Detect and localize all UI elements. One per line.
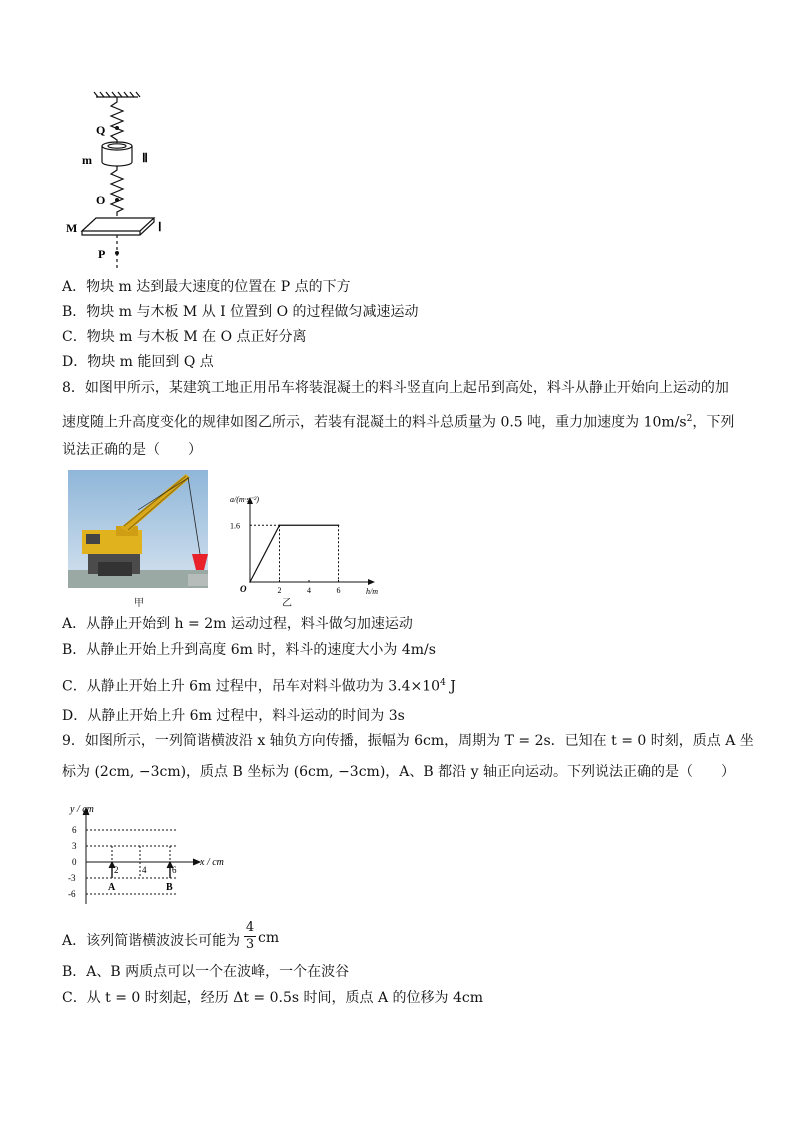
q8-stem-line-1: 8．如图甲所示，某建筑工地正用吊车将装混凝土的料斗竖直向上起吊到高处，料斗从静止开始向上运动的加 (62, 380, 729, 396)
data-point-0 (249, 581, 251, 583)
q7-option-b: B．物块 m 与木板 M 从 Ⅰ 位置到 O 的过程做匀减速运动 (62, 304, 419, 320)
q9-option-c: C．从 t = 0 时刻起，经历 Δt = 0.5s 时间，质点 A 的位移为 4cm (62, 990, 483, 1006)
data-point-2 (338, 524, 340, 526)
point-o (115, 198, 119, 202)
wave-label-b: B (166, 882, 173, 893)
wave-figure (60, 798, 230, 910)
data-point-1 (279, 524, 281, 526)
caption-jia: 甲 (134, 598, 144, 609)
wave-xtick-6: 6 (172, 865, 177, 875)
chart-xtick-0: 2 (277, 586, 282, 595)
q9-stem-line-1: 9．如图所示，一列简谐横波沿 x 轴负方向传播，振幅为 6cm，周期为 T = 2s．已知在 t = 0 时刻，质点 A 坐 (62, 733, 754, 749)
acceleration-height-chart (228, 490, 378, 608)
label-ii: Ⅱ (142, 151, 148, 165)
wave-xtick-2: 2 (114, 865, 119, 875)
wave-ytick-neg3: -3 (68, 873, 76, 883)
chart-xtick-1: 4 (307, 586, 311, 595)
chart-ylabel: a/(m·s⁻²) (230, 495, 260, 504)
label-q: Q (96, 123, 106, 137)
q7-option-a: A．物块 m 达到最大速度的位置在 P 点的下方 (62, 279, 351, 295)
chart-ytick: 1.6 (230, 521, 240, 531)
chart-origin: O (240, 584, 247, 594)
q8-option-d: D．从静止开始上升 6m 过程中，料斗运动的时间为 3s (62, 708, 405, 724)
label-m: m (82, 153, 92, 167)
point-p (115, 251, 119, 255)
chart-xtick-2: 6 (336, 586, 341, 595)
x-axis-arrow (368, 579, 375, 585)
label-o: O (96, 193, 106, 207)
label-p: P (98, 247, 106, 261)
label-i: Ⅰ (158, 220, 162, 234)
q7-option-d: D．物块 m 能回到 Q 点 (62, 354, 214, 370)
wave-ytick-3: 3 (72, 841, 77, 851)
q8-stem-line-3: 说法正确的是（ ） (62, 442, 202, 458)
wave-ytick-0: 0 (72, 857, 77, 867)
q8-option-a: A．从静止开始到 h = 2m 运动过程，料斗做匀加速运动 (62, 616, 413, 632)
q9-stem-line-2: 标为 (2cm, −3cm)，质点 B 坐标为 (6cm, −3cm)，A、B 都沿 y 轴正向运动。下列说法正确的是（ ） (62, 764, 735, 780)
wave-label-a: A (108, 882, 116, 893)
data-series-line (250, 525, 339, 582)
point-q (115, 126, 119, 130)
caption-yi: 乙 (282, 598, 292, 609)
q8-stem-line-2: 速度随上升高度变化的规律如图乙所示，若装有混凝土的料斗总质量为 0.5 吨，重力加速度为 $10m/s^2$，下列 (62, 414, 735, 431)
q8-option-b: B．从静止开始上升到高度 6m 时，料斗的速度大小为 4m/s (62, 642, 436, 658)
wave-ylabel: y / cm (70, 804, 94, 815)
q8-option-c: C．从静止开始上升 6m 过程中，吊车对料斗做功为 $3.4\times 10^4$ J (62, 678, 456, 695)
q7-option-c: C．物块 m 与木板 M 在 O 点正好分离 (62, 329, 307, 345)
chart-xlabel: h/m (366, 587, 378, 596)
wave-ytick-6: 6 (72, 825, 77, 835)
wave-xlabel: x / cm (200, 857, 224, 868)
q9-option-b: B．A、B 两质点可以一个在波峰，一个在波谷 (62, 964, 350, 980)
crane-photo (68, 470, 208, 588)
wave-ytick-neg6: -6 (68, 889, 76, 899)
label-big-m: M (66, 221, 78, 235)
wave-xtick-4: 4 (142, 865, 147, 875)
spring-block-figure (60, 88, 180, 270)
